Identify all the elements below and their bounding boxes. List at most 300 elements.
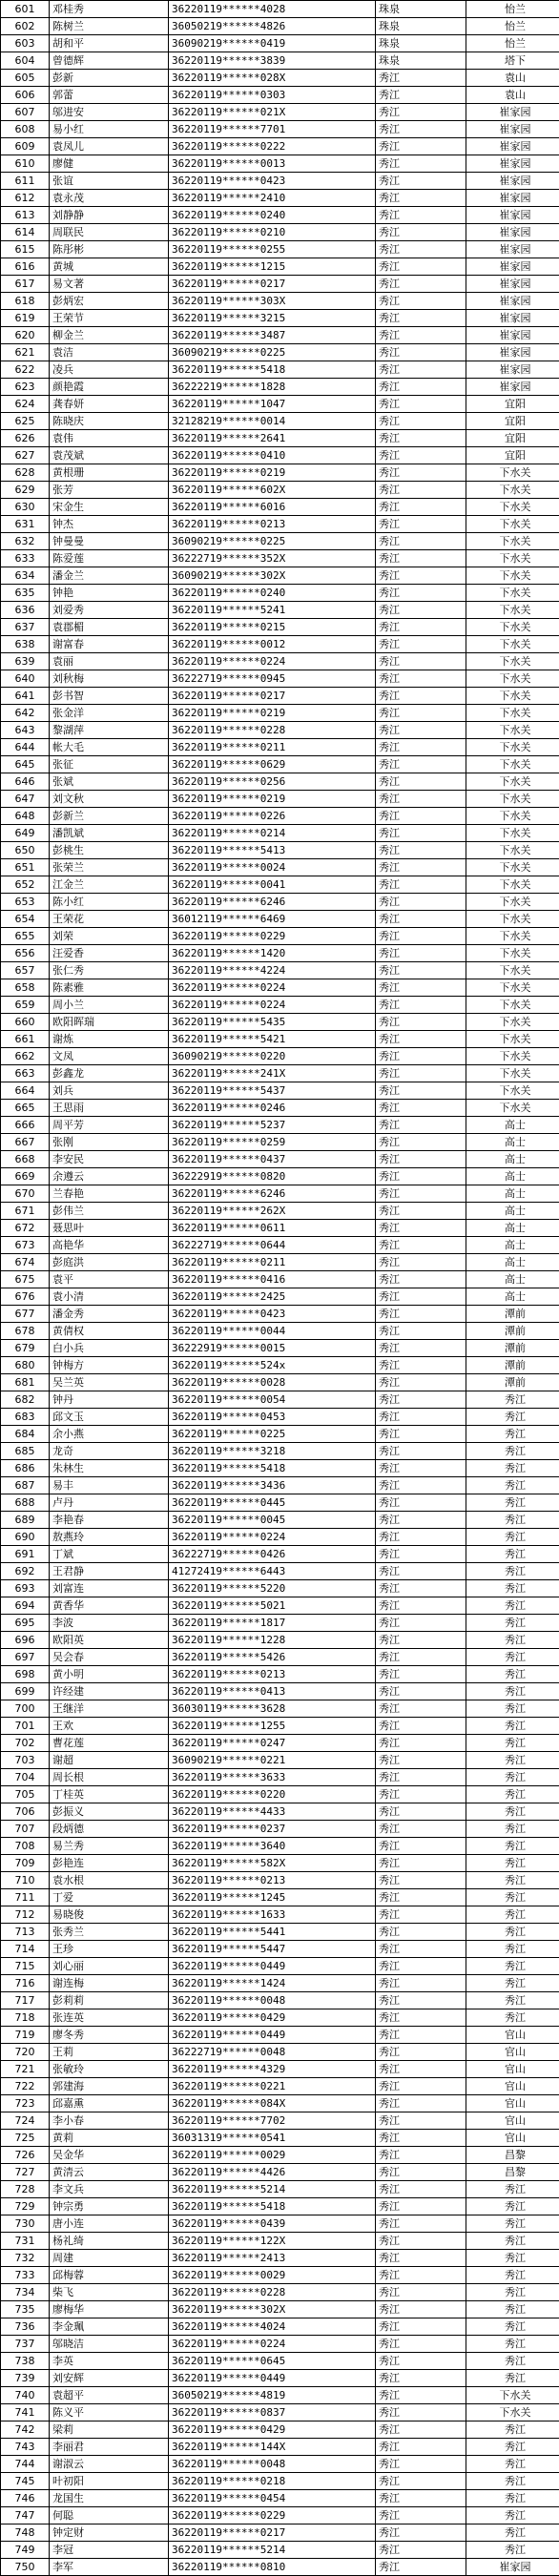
- town-cell: 秀江: [376, 2233, 466, 2250]
- town-cell: 秀江: [376, 1374, 466, 1391]
- village-cell: 怡兰: [466, 1, 559, 18]
- table-row: [1, 653, 559, 670]
- person-name-cell: 谢超: [50, 1752, 169, 1769]
- village-cell: 秀江: [466, 1769, 559, 1786]
- person-name-cell: 帐大毛: [50, 739, 169, 756]
- village-cell: 潭前: [466, 1357, 559, 1374]
- village-cell: 下水关: [466, 533, 559, 550]
- table-row: [1, 2284, 559, 2301]
- person-name-cell: 彭新兰: [50, 808, 169, 825]
- person-name-cell: 周平芳: [50, 1117, 169, 1134]
- person-name-cell: 黄倩权: [50, 1323, 169, 1340]
- row-number-cell: 750: [1, 2559, 50, 2576]
- id-number-cell: 36220119******0413: [169, 1683, 376, 1700]
- table-row: [1, 1821, 559, 1838]
- town-cell: 秀江: [376, 2421, 466, 2439]
- row-number-cell: 717: [1, 1992, 50, 2009]
- village-cell: 高士: [466, 1185, 559, 1203]
- row-number-cell: 630: [1, 499, 50, 516]
- village-cell: 下水关: [466, 482, 559, 499]
- person-name-cell: 易小红: [50, 121, 169, 138]
- village-cell: 秀江: [466, 1735, 559, 1752]
- id-number-cell: 36090219******302X: [169, 567, 376, 585]
- id-number-cell: 41272419******6443: [169, 1563, 376, 1580]
- row-number-cell: 641: [1, 688, 50, 705]
- table-row: [1, 1306, 559, 1323]
- town-cell: 秀江: [376, 2198, 466, 2215]
- row-number-cell: 688: [1, 1494, 50, 1512]
- id-number-cell: 36050219******4826: [169, 18, 376, 35]
- id-number-cell: 36220119******5021: [169, 1597, 376, 1615]
- person-name-cell: 彭桃生: [50, 842, 169, 859]
- id-number-cell: 36220119******3487: [169, 327, 376, 344]
- id-number-cell: 36220119******0303: [169, 87, 376, 104]
- village-cell: 下水关: [466, 928, 559, 945]
- village-cell: 官山: [466, 2027, 559, 2044]
- town-cell: 秀江: [376, 1340, 466, 1357]
- town-cell: 秀江: [376, 241, 466, 258]
- id-number-cell: 36220119******2425: [169, 1288, 376, 1306]
- person-name-cell: 张秀兰: [50, 1924, 169, 1941]
- person-name-cell: 袁小清: [50, 1288, 169, 1306]
- row-number-cell: 720: [1, 2044, 50, 2061]
- person-name-cell: 王莉: [50, 2044, 169, 2061]
- village-cell: 崔家园: [466, 224, 559, 241]
- village-cell: 崔家园: [466, 344, 559, 361]
- table-row: [1, 1391, 559, 1409]
- row-number-cell: 607: [1, 104, 50, 121]
- town-cell: 秀江: [376, 1889, 466, 1906]
- table-row: [1, 1872, 559, 1889]
- village-cell: 秀江: [466, 1683, 559, 1700]
- id-number-cell: 36220119******1424: [169, 1975, 376, 1992]
- person-name-cell: 卢丹: [50, 1494, 169, 1512]
- table-row: [1, 2078, 559, 2095]
- table-row: [1, 1700, 559, 1718]
- row-number-cell: 692: [1, 1563, 50, 1580]
- table-row: [1, 1546, 559, 1563]
- village-cell: 秀江: [466, 2456, 559, 2473]
- person-name-cell: 袁丽: [50, 653, 169, 670]
- id-number-cell: 36220119******0439: [169, 2215, 376, 2233]
- id-number-cell: 36220119******021X: [169, 104, 376, 121]
- table-row: [1, 894, 559, 911]
- row-number-cell: 617: [1, 276, 50, 293]
- village-cell: 崔家园: [466, 276, 559, 293]
- person-name-cell: 彭振义: [50, 1803, 169, 1821]
- table-row: [1, 1220, 559, 1237]
- table-row: [1, 344, 559, 361]
- row-number-cell: 714: [1, 1941, 50, 1958]
- village-cell: 秀江: [466, 2009, 559, 2027]
- person-name-cell: 吴兰英: [50, 1374, 169, 1391]
- town-cell: 秀江: [376, 791, 466, 808]
- town-cell: 秀江: [376, 550, 466, 567]
- person-name-cell: 易丰: [50, 1477, 169, 1494]
- id-number-cell: 36090219******0419: [169, 35, 376, 52]
- id-number-cell: 36220119******0416: [169, 1271, 376, 1288]
- village-cell: 下水关: [466, 636, 559, 653]
- row-number-cell: 728: [1, 2181, 50, 2198]
- town-cell: 秀江: [376, 1014, 466, 1031]
- village-cell: 秀江: [466, 1786, 559, 1803]
- row-number-cell: 725: [1, 2130, 50, 2147]
- village-cell: 秀江: [466, 1821, 559, 1838]
- village-cell: 高士: [466, 1168, 559, 1185]
- town-cell: 秀江: [376, 1700, 466, 1718]
- row-number-cell: 636: [1, 602, 50, 619]
- person-name-cell: 柳金兰: [50, 327, 169, 344]
- village-cell: 下水关: [466, 499, 559, 516]
- person-name-cell: 周联民: [50, 224, 169, 241]
- table-row: [1, 2250, 559, 2267]
- town-cell: 秀江: [376, 2215, 466, 2233]
- table-row: [1, 756, 559, 773]
- row-number-cell: 679: [1, 1340, 50, 1357]
- row-number-cell: 614: [1, 224, 50, 241]
- row-number-cell: 726: [1, 2147, 50, 2164]
- village-cell: 秀江: [466, 1718, 559, 1735]
- id-number-cell: 36220119******0217: [169, 2524, 376, 2542]
- town-cell: 秀江: [376, 1409, 466, 1426]
- id-number-cell: 36220119******0423: [169, 1306, 376, 1323]
- id-number-cell: 36220119******0219: [169, 705, 376, 722]
- id-number-cell: 36220119******1228: [169, 1632, 376, 1649]
- village-cell: 高士: [466, 1220, 559, 1237]
- row-number-cell: 635: [1, 585, 50, 602]
- village-cell: 崔家园: [466, 241, 559, 258]
- row-number-cell: 706: [1, 1803, 50, 1821]
- table-row: [1, 1683, 559, 1700]
- town-cell: 秀江: [376, 825, 466, 842]
- table-row: [1, 1151, 559, 1168]
- village-cell: 秀江: [466, 1494, 559, 1512]
- id-number-cell: 32128219******0014: [169, 413, 376, 430]
- id-number-cell: 36220119******5237: [169, 1117, 376, 1134]
- village-cell: 崔家园: [466, 121, 559, 138]
- row-number-cell: 658: [1, 979, 50, 997]
- person-name-cell: 唐小连: [50, 2215, 169, 2233]
- village-cell: 下水关: [466, 894, 559, 911]
- town-cell: 秀江: [376, 1443, 466, 1460]
- table-row: [1, 1271, 559, 1288]
- table-row: [1, 1203, 559, 1220]
- person-name-cell: 刘富连: [50, 1580, 169, 1597]
- id-number-cell: 36220119******241X: [169, 1065, 376, 1082]
- town-cell: 秀江: [376, 876, 466, 894]
- table-row: [1, 825, 559, 842]
- person-name-cell: 彭庭洪: [50, 1254, 169, 1271]
- id-number-cell: 36220119******0041: [169, 876, 376, 894]
- town-cell: 秀江: [376, 1323, 466, 1340]
- table-row: [1, 1615, 559, 1632]
- row-number-cell: 613: [1, 207, 50, 224]
- village-cell: 秀江: [466, 2507, 559, 2524]
- id-number-cell: 36220119******0228: [169, 2284, 376, 2301]
- person-name-cell: 陈晓庆: [50, 413, 169, 430]
- row-number-cell: 666: [1, 1117, 50, 1134]
- village-cell: 秀江: [466, 2542, 559, 2559]
- person-name-cell: 邓桂秀: [50, 1, 169, 18]
- town-cell: 秀江: [376, 1821, 466, 1838]
- village-cell: 宜阳: [466, 396, 559, 413]
- id-number-cell: 36090219******0225: [169, 344, 376, 361]
- id-number-cell: 36220119******0224: [169, 1529, 376, 1546]
- village-cell: 秀江: [466, 1752, 559, 1769]
- person-name-cell: 谢富春: [50, 636, 169, 653]
- id-number-cell: 36220119******0229: [169, 2507, 376, 2524]
- id-number-cell: 36220119******0217: [169, 688, 376, 705]
- village-cell: 下水关: [466, 962, 559, 979]
- id-number-cell: 36220119******5418: [169, 361, 376, 379]
- row-number-cell: 713: [1, 1924, 50, 1941]
- row-number-cell: 670: [1, 1185, 50, 1203]
- row-number-cell: 699: [1, 1683, 50, 1700]
- table-row: [1, 1, 559, 18]
- town-cell: 秀江: [376, 533, 466, 550]
- person-name-cell: 兰春艳: [50, 1185, 169, 1203]
- town-cell: 秀江: [376, 894, 466, 911]
- town-cell: 秀江: [376, 602, 466, 619]
- row-number-cell: 698: [1, 1666, 50, 1683]
- id-number-cell: 36220119******0449: [169, 2370, 376, 2387]
- town-cell: 秀江: [376, 808, 466, 825]
- person-name-cell: 李丽君: [50, 2439, 169, 2456]
- town-cell: 秀江: [376, 705, 466, 722]
- table-row: [1, 1288, 559, 1306]
- village-cell: 潭前: [466, 1306, 559, 1323]
- village-cell: 崔家园: [466, 2559, 559, 2576]
- table-row: [1, 773, 559, 791]
- id-number-cell: 36220119******0453: [169, 1409, 376, 1426]
- person-name-cell: 李小春: [50, 2112, 169, 2130]
- table-row: [1, 1769, 559, 1786]
- village-cell: 下水关: [466, 756, 559, 773]
- person-name-cell: 钟定财: [50, 2524, 169, 2542]
- table-row: [1, 1597, 559, 1615]
- village-cell: 潭前: [466, 1374, 559, 1391]
- table-row: [1, 464, 559, 482]
- town-cell: 秀江: [376, 1391, 466, 1409]
- table-row: [1, 1992, 559, 2009]
- town-cell: 秀江: [376, 2387, 466, 2404]
- row-number-cell: 687: [1, 1477, 50, 1494]
- table-row: [1, 138, 559, 155]
- id-number-cell: 36222719******0048: [169, 2044, 376, 2061]
- row-number-cell: 693: [1, 1580, 50, 1597]
- person-name-cell: 廖梅华: [50, 2301, 169, 2318]
- row-number-cell: 618: [1, 293, 50, 310]
- table-row: [1, 1563, 559, 1580]
- person-name-cell: 黄城: [50, 258, 169, 276]
- village-cell: 下水关: [466, 1014, 559, 1031]
- table-row: [1, 1100, 559, 1117]
- table-row: [1, 567, 559, 585]
- row-number-cell: 695: [1, 1615, 50, 1632]
- town-cell: 秀江: [376, 2542, 466, 2559]
- village-cell: 崔家园: [466, 155, 559, 173]
- village-cell: 高士: [466, 1271, 559, 1288]
- table-row: [1, 670, 559, 688]
- person-name-cell: 张荣兰: [50, 859, 169, 876]
- table-row: [1, 190, 559, 207]
- town-cell: 秀江: [376, 173, 466, 190]
- table-row: [1, 1735, 559, 1752]
- person-name-cell: 张芳: [50, 482, 169, 499]
- person-name-cell: 潘金秀: [50, 1306, 169, 1323]
- table-row: [1, 705, 559, 722]
- village-cell: 下水关: [466, 876, 559, 894]
- row-number-cell: 703: [1, 1752, 50, 1769]
- town-cell: 秀江: [376, 447, 466, 464]
- id-number-cell: 36090219******0220: [169, 1048, 376, 1065]
- village-cell: 下水关: [466, 670, 559, 688]
- table-row: [1, 516, 559, 533]
- table-row: [1, 2353, 559, 2370]
- id-number-cell: 36220119******5241: [169, 602, 376, 619]
- town-cell: 秀江: [376, 2404, 466, 2421]
- village-cell: 崔家园: [466, 258, 559, 276]
- person-name-cell: 张刚: [50, 1134, 169, 1151]
- village-cell: 宜阳: [466, 430, 559, 447]
- table-row: [1, 1941, 559, 1958]
- id-number-cell: 36220119******0221: [169, 2078, 376, 2095]
- id-number-cell: 36220119******0048: [169, 2456, 376, 2473]
- town-cell: 秀江: [376, 2301, 466, 2318]
- id-number-cell: 36222919******0015: [169, 1340, 376, 1357]
- id-number-cell: 36220119******0837: [169, 2404, 376, 2421]
- id-number-cell: 36220119******0024: [169, 859, 376, 876]
- table-row: [1, 550, 559, 567]
- village-cell: 下水关: [466, 2404, 559, 2421]
- row-number-cell: 622: [1, 361, 50, 379]
- row-number-cell: 694: [1, 1597, 50, 1615]
- person-name-cell: 柴飞: [50, 2284, 169, 2301]
- village-cell: 秀江: [466, 2439, 559, 2456]
- village-cell: 崔家园: [466, 104, 559, 121]
- person-name-cell: 龙奇: [50, 1443, 169, 1460]
- town-cell: 秀江: [376, 344, 466, 361]
- table-row: [1, 224, 559, 241]
- town-cell: 秀江: [376, 482, 466, 499]
- id-number-cell: 36220119******0810: [169, 2559, 376, 2576]
- row-number-cell: 642: [1, 705, 50, 722]
- table-row: [1, 1838, 559, 1855]
- row-number-cell: 653: [1, 894, 50, 911]
- person-name-cell: 王继洋: [50, 1700, 169, 1718]
- id-number-cell: 36220119******0229: [169, 928, 376, 945]
- table-row: [1, 396, 559, 413]
- row-number-cell: 691: [1, 1546, 50, 1563]
- person-name-cell: 谢连梅: [50, 1975, 169, 1992]
- town-cell: 秀江: [376, 1512, 466, 1529]
- table-row: [1, 1649, 559, 1666]
- village-cell: 官山: [466, 2112, 559, 2130]
- village-cell: 崔家园: [466, 173, 559, 190]
- person-name-cell: 欧阳晖瑞: [50, 1014, 169, 1031]
- village-cell: 秀江: [466, 2370, 559, 2387]
- town-cell: 秀江: [376, 516, 466, 533]
- table-row: [1, 619, 559, 636]
- row-number-cell: 676: [1, 1288, 50, 1306]
- row-number-cell: 657: [1, 962, 50, 979]
- table-row: [1, 859, 559, 876]
- row-number-cell: 651: [1, 859, 50, 876]
- table-row: [1, 928, 559, 945]
- row-number-cell: 712: [1, 1906, 50, 1924]
- row-number-cell: 665: [1, 1100, 50, 1117]
- village-cell: 崔家园: [466, 207, 559, 224]
- table-row: [1, 2542, 559, 2559]
- id-number-cell: 36220119******7701: [169, 121, 376, 138]
- person-name-cell: 钟宗勇: [50, 2198, 169, 2215]
- row-number-cell: 736: [1, 2318, 50, 2336]
- id-number-cell: 36220119******602X: [169, 482, 376, 499]
- table-row: [1, 1168, 559, 1185]
- id-number-cell: 36222719******0644: [169, 1237, 376, 1254]
- town-cell: 秀江: [376, 928, 466, 945]
- row-number-cell: 616: [1, 258, 50, 276]
- table-row: [1, 1237, 559, 1254]
- village-cell: 崔家园: [466, 379, 559, 396]
- village-cell: 秀江: [466, 2181, 559, 2198]
- id-number-cell: 36220119******262X: [169, 1203, 376, 1220]
- person-name-cell: 刘秋梅: [50, 670, 169, 688]
- id-number-cell: 36220119******0224: [169, 979, 376, 997]
- person-name-cell: 聂思叶: [50, 1220, 169, 1237]
- town-cell: 秀江: [376, 773, 466, 791]
- row-number-cell: 746: [1, 2490, 50, 2507]
- row-number-cell: 683: [1, 1409, 50, 1426]
- id-number-cell: 36220119******5214: [169, 2542, 376, 2559]
- row-number-cell: 741: [1, 2404, 50, 2421]
- table-row: [1, 585, 559, 602]
- table-row: [1, 1409, 559, 1426]
- row-number-cell: 645: [1, 756, 50, 773]
- table-row: [1, 1323, 559, 1340]
- table-row: [1, 2370, 559, 2387]
- row-number-cell: 601: [1, 1, 50, 18]
- village-cell: 崔家园: [466, 190, 559, 207]
- village-cell: 秀江: [466, 1958, 559, 1975]
- town-cell: 秀江: [376, 1185, 466, 1203]
- village-cell: 秀江: [466, 2284, 559, 2301]
- person-name-cell: 邬晓洁: [50, 2336, 169, 2353]
- person-name-cell: 周小兰: [50, 997, 169, 1014]
- row-number-cell: 730: [1, 2215, 50, 2233]
- person-name-cell: 李军: [50, 2559, 169, 2576]
- row-number-cell: 620: [1, 327, 50, 344]
- village-cell: 高士: [466, 1117, 559, 1134]
- town-cell: 秀江: [376, 2336, 466, 2353]
- row-number-cell: 677: [1, 1306, 50, 1323]
- row-number-cell: 663: [1, 1065, 50, 1082]
- person-name-cell: 刘爱秀: [50, 602, 169, 619]
- id-number-cell: 36220119******0645: [169, 2353, 376, 2370]
- village-cell: 秀江: [466, 1580, 559, 1597]
- id-number-cell: 36220119******3218: [169, 1443, 376, 1460]
- table-row: [1, 2198, 559, 2215]
- row-number-cell: 724: [1, 2112, 50, 2130]
- person-name-cell: 邱梅蓉: [50, 2267, 169, 2284]
- town-cell: 秀江: [376, 1872, 466, 1889]
- person-name-cell: 郭建海: [50, 2078, 169, 2095]
- person-name-cell: 彭鑫龙: [50, 1065, 169, 1082]
- id-number-cell: 36220119******0240: [169, 207, 376, 224]
- village-cell: 潭前: [466, 1340, 559, 1357]
- table-row: [1, 258, 559, 276]
- table-row: [1, 2267, 559, 2284]
